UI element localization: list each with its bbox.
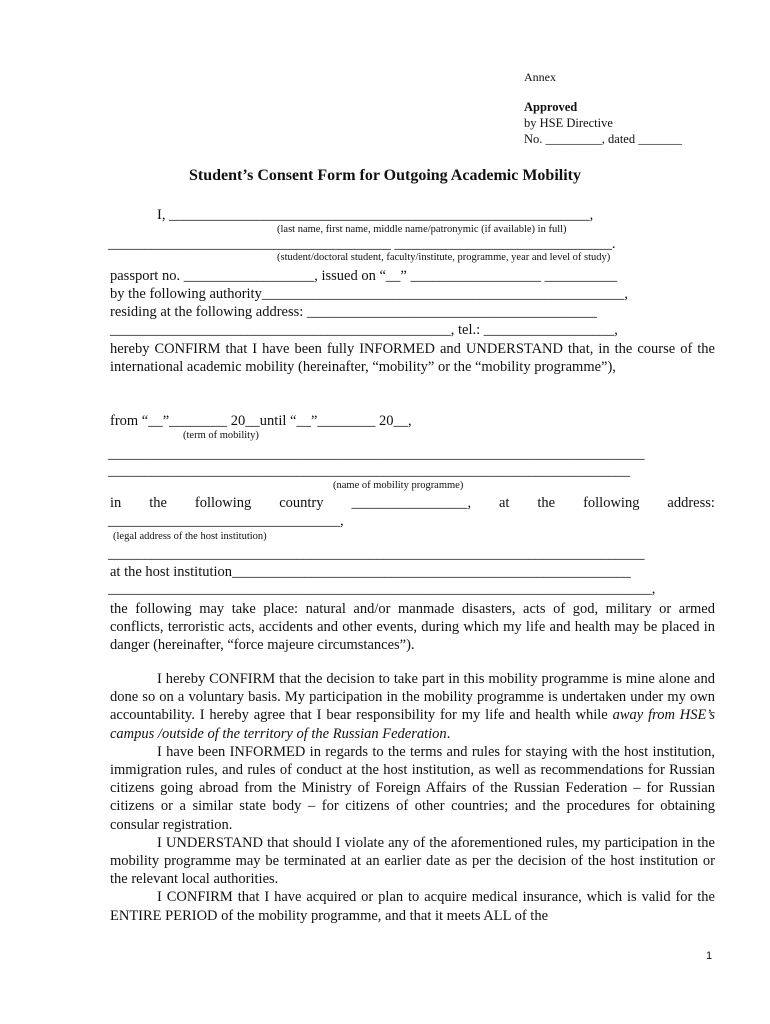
directive-number-dated: No. _________, dated _______ [524,132,682,146]
student-field[interactable]: _______________________________________ ______________________________. [108,236,616,252]
country-word: country [279,495,324,511]
address-field[interactable]: residing at the following address: ________________________________________ [110,304,597,320]
authority-field[interactable]: by the following authority__________________________________________________, [110,286,628,302]
paragraph-voluntary-italic: away from HSE’s campus /outside of the territory of the Russian Federation [110,707,715,742]
paragraph-understand: I UNDERSTAND that should I violate any of the aforementioned rules, my participation in the mobility programme may be terminated at an earlier date as per the decision of the host institution or the relevant local authorities. [110,834,715,888]
host-institution-field[interactable]: at the host institution_______________________________________________________ [110,564,631,580]
legal-address-caption: (legal address of the host institution) [113,531,267,542]
student-caption: (student/doctoral student, faculty/institute, programme, year and level of study) [277,252,611,263]
paragraph-voluntary [110,670,715,743]
programme-field-line1[interactable]: __________________________________________________________________________ [108,446,645,462]
programme-caption: (name of mobility programme) [333,480,464,491]
paragraph-voluntary-end: . [446,725,451,742]
paragraph-insurance: I CONFIRM that I have acquired or plan to acquire medical insurance, which is valid for the ENTIRE PERIOD of the mobility programme, and that it meets ALL of the [110,889,715,924]
body-text [110,670,715,925]
directive-label: by HSE Directive [524,116,613,130]
country-field[interactable]: ________________, [351,495,472,511]
tel-field[interactable]: _______________________________________________, tel.: __________________, [110,322,618,338]
country-word: in [110,495,122,511]
country-word: address: [667,495,715,511]
host-field-line3[interactable]: ___________________________________________________________________________, [108,581,656,597]
programme-field-line2[interactable]: ________________________________________________________________________ [108,463,630,479]
confirm-paragraph: hereby CONFIRM that I have been fully INFORMED and UNDERSTAND that, in the course of the international academic mobility (hereinafter, “mobility” or the “mobility programme”), [110,341,715,376]
term-field[interactable]: from “__”________ 20__until “__”________ 20__, [110,413,412,429]
legal-address-field[interactable]: ________________________________, [108,513,344,529]
page-number: 1 [706,950,713,962]
annex-label: Annex [524,70,556,84]
paragraph-voluntary-text: I hereby CONFIRM that the decision to take part in this mobility programme is mine alone and done so on a voluntary basis. My participation in the mobility programme is undertaken under my own accountability. I hereby agree that I bear responsibility for my life and health while [110,671,715,724]
approved-label: Approved [524,100,578,114]
country-word: the [149,495,167,511]
paragraph-informed: I have been INFORMED in regards to the terms and rules for staying with the host institution, immigration rules, and rules of conduct at the host institution, as well as recommendations for Russian citizens going abroad from the Ministry of Foreign Affairs of the Russian Federation – for Russian citizens or a similar state body – for citizens of other countries; and the procedures for obtaining consular registration. [110,743,715,833]
country-word: following [583,495,640,511]
term-caption: (term of mobility) [183,430,259,441]
name-field[interactable]: I, __________________________________________________________, [157,207,594,223]
passport-field[interactable]: passport no. __________________, issued on “__” __________________ __________ [110,268,618,284]
country-word: at [499,495,510,511]
country-word: following [194,495,252,511]
name-caption: (last name, first name, middle name/patronymic (if available) in full) [277,224,567,235]
host-field-line1[interactable]: __________________________________________________________________________ [108,546,645,562]
force-majeure-paragraph: the following may take place: natural and/or manmade disasters, acts of god, military or armed conflicts, terroristic acts, accidents and other events, during which my life and health may be placed in danger (hereinafter, “force majeure circumstances”). [110,601,715,654]
country-word: the [537,495,556,511]
country-line [110,495,715,512]
form-title: Student’s Consent Form for Outgoing Academic Mobility [189,167,581,184]
